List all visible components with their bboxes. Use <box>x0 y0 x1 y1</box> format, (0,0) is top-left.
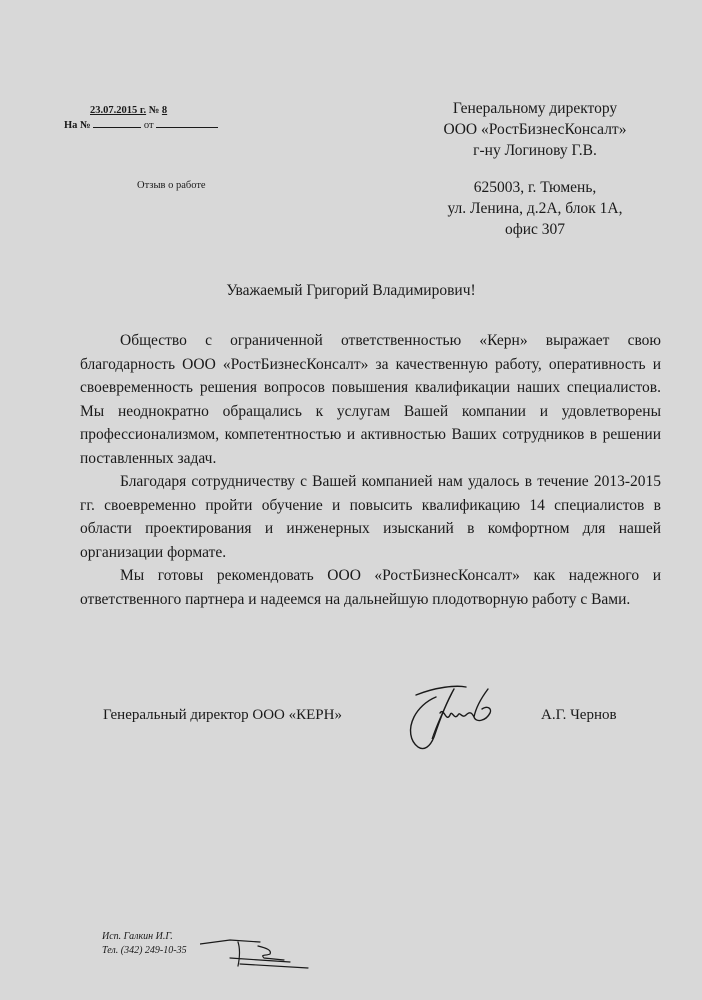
addressee-block <box>410 98 660 240</box>
address-city: 625003, г. Тюмень, <box>473 179 597 196</box>
signatory-name: А.Г. Чернов <box>541 707 617 723</box>
signatory-title: Генеральный директор ООО «КЕРН» <box>103 707 342 723</box>
addressee-gap <box>410 161 660 177</box>
reference-date: 23.07.2015 г. <box>90 105 147 116</box>
body-paragraph: Мы готовы рекомендовать ООО «РостБизнесКонсалт» как надежного и ответственного партнера и надеемся на дальнейшую плодотворную работу с Вами. <box>80 567 661 608</box>
incoming-number-blank <box>93 118 141 128</box>
addressee-position: Генеральному директору <box>452 100 618 117</box>
body-paragraph: Благодаря сотрудничеству с Вашей компанией нам удалось в течение 2013-2015 гг. своевременно пройти обучение и повысить квалификацию 14 специалистов в области проектирования и инженерных изысканий в комфортном для нашей организации формате. <box>80 473 661 561</box>
reference-number-label: № <box>148 105 160 116</box>
executor-block <box>102 930 187 958</box>
address-office: офис 307 <box>504 221 566 238</box>
addressee-company: ООО «РостБизнесКонсалт» <box>443 121 627 138</box>
address-street: ул. Ленина, д.2А, блок 1А, <box>447 200 623 217</box>
reference-number: 8 <box>161 105 168 116</box>
incoming-number-label: На № <box>64 120 91 131</box>
executor-name: Исп. Галкин И.Г. <box>102 931 173 942</box>
reference-date-line <box>64 104 234 118</box>
body-paragraph: Общество с ограниченной ответственностью «Керн» выражает свою благодарность ООО «РостБизнесКонсалт» за качественную работу, оперативность и своевременность решения вопросов повышения квалификации наших специалистов. Мы неоднократно обращались к услугам Вашей компании и удовлетворены профессионализмом, компетентностью и активностью Ваших сотрудников в решении поставленных задач. <box>80 332 661 467</box>
salutation: Уважаемый Григорий Владимирович! <box>226 282 476 299</box>
letter-subject: Отзыв о работе <box>137 180 206 191</box>
incoming-reference-line <box>64 118 234 133</box>
letter-body <box>80 329 661 611</box>
handwritten-signature-icon <box>396 683 496 755</box>
addressee-name: г-ну Логинову Г.В. <box>473 142 597 159</box>
initials-scribble-icon <box>200 936 310 978</box>
incoming-from-label: от <box>143 120 154 131</box>
executor-phone: Тел. (342) 249-10-35 <box>102 945 187 956</box>
reference-block <box>64 104 234 133</box>
incoming-date-blank <box>156 118 218 128</box>
